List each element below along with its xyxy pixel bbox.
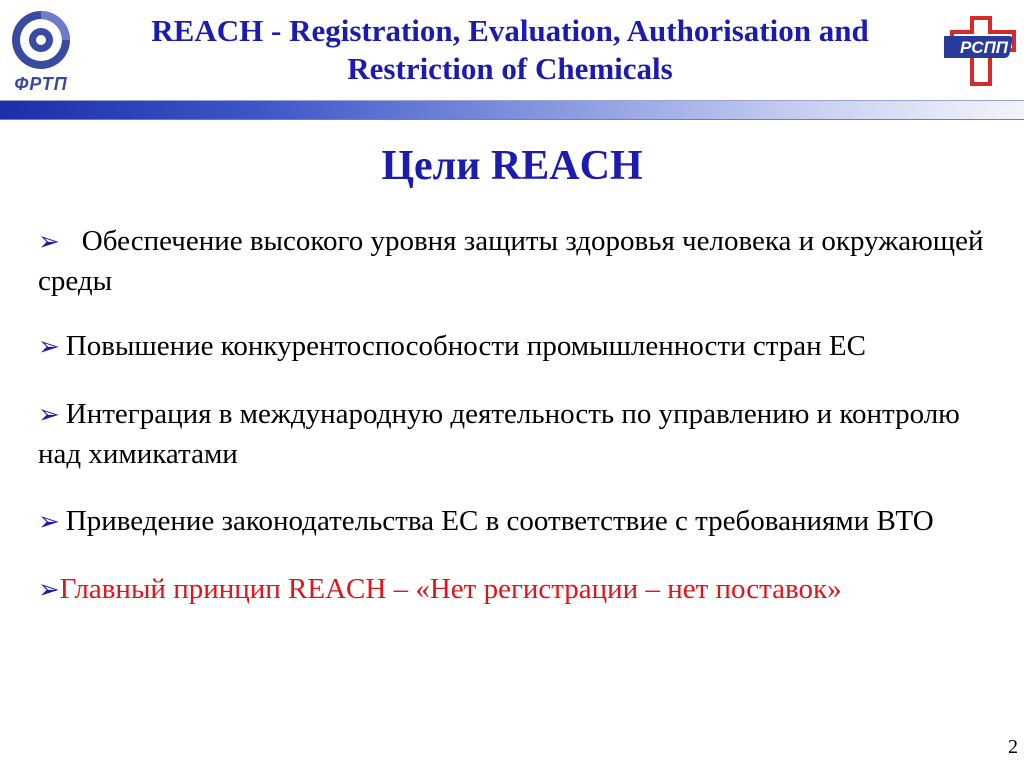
presentation-title: [90, 12, 930, 88]
list-item: [38, 502, 998, 542]
presentation-title-line-1: REACH - Registration, Evaluation, Authorisation and: [151, 13, 869, 48]
arrow-bullet-icon: ➢: [38, 400, 60, 430]
list-item-text: Приведение законодательства ЕС в соответствие с требованиями ВТО: [65, 505, 934, 537]
arrow-bullet-icon: ➢: [38, 332, 60, 362]
presentation-title-line-2: Restriction of Chemicals: [347, 51, 673, 86]
frtp-logo: [4, 8, 78, 96]
header-divider-bar: [0, 100, 1024, 120]
rspp-logo: [944, 14, 1020, 88]
list-item: [38, 222, 998, 301]
slide-heading: Цели REACH: [381, 143, 643, 189]
list-item-text: Повышение конкурентоспособности промышленности стран ЕС: [65, 330, 866, 362]
list-item: [38, 327, 998, 367]
list-item-text: Главный принцип REACH – «Нет регистрации – нет поставок»: [59, 573, 842, 605]
list-item: [38, 395, 998, 474]
list-item-text: Интеграция в международную деятельность по управлению и контролю над химикатами: [38, 398, 960, 470]
rspp-cross-icon: [944, 14, 1020, 88]
rspp-logo-text: РСПП: [959, 38, 1009, 57]
frtp-emblem-icon: [4, 8, 78, 74]
list-item-highlight: [38, 570, 998, 610]
arrow-bullet-icon: ➢: [38, 227, 60, 257]
arrow-bullet-icon: ➢: [38, 507, 60, 537]
frtp-logo-text: ФРТП: [14, 74, 68, 94]
list-item-text: Обеспечение высокого уровня защиты здоровья человека и окружающей среды: [38, 225, 984, 297]
goals-list: [38, 222, 998, 610]
page-number: 2: [1008, 736, 1018, 758]
arrow-bullet-icon: ➢: [38, 575, 60, 605]
